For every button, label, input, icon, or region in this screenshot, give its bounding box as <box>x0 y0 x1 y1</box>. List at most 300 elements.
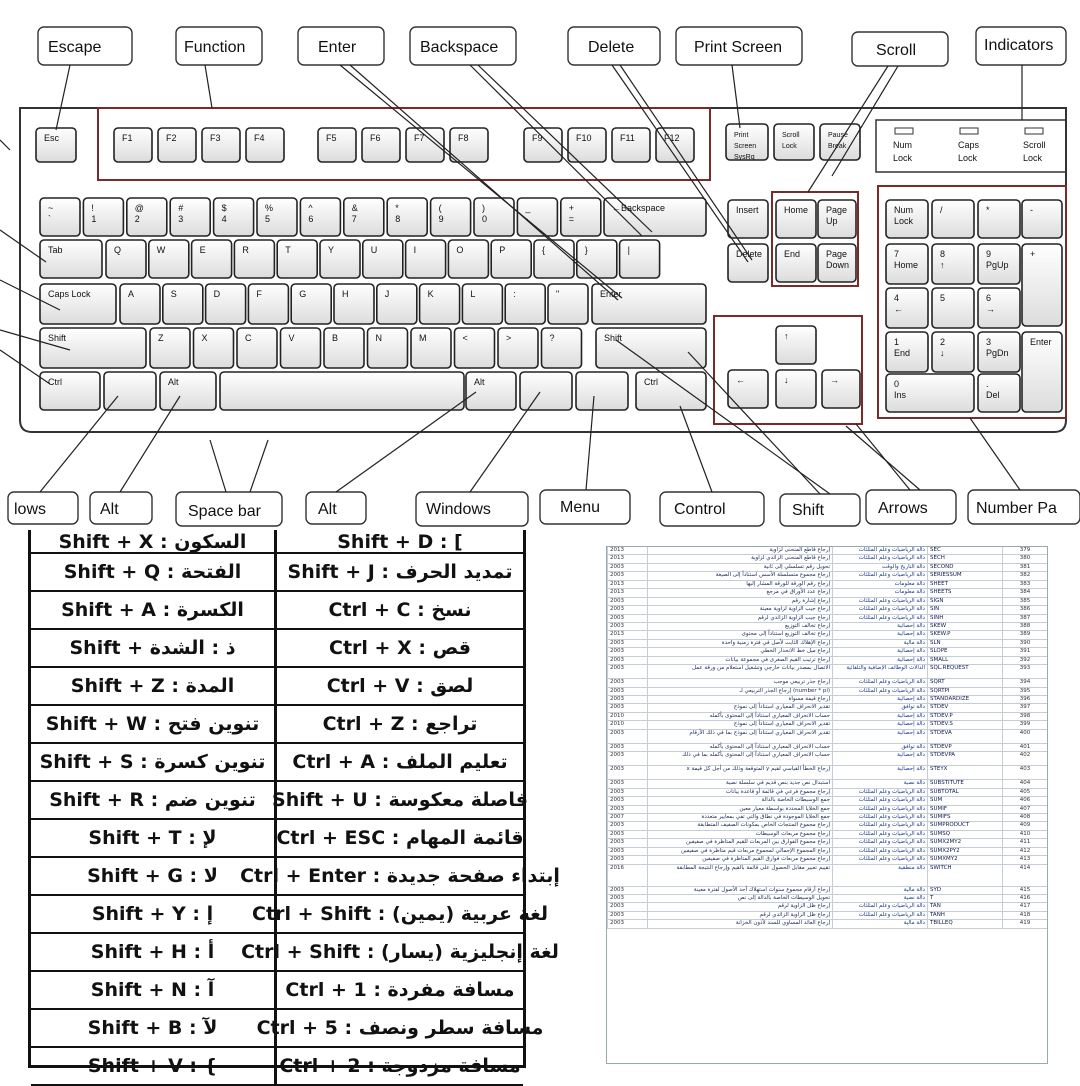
key-num-dot-label: Del <box>986 390 1000 400</box>
key-arrow-up <box>776 326 816 364</box>
key-number-10-label: 0 <box>482 214 488 224</box>
shortcut-cell-right: Ctrl + Shift : (يمين) لغة عربية <box>252 903 548 925</box>
excel-cell-desc: إرجاع أرقام مجموع سنوات استهلاك أحد الأصول لفترة معينة <box>647 887 832 894</box>
excel-cell-desc: إرجاع المجموع الإجمالي لمجموع مربعات قيم متاظرة في صفيفين <box>647 848 832 855</box>
excel-cell-fn: SINH <box>927 615 1002 622</box>
excel-cell-cat: دالة الرياضيات وعلم المثلثات <box>832 814 927 821</box>
key-caps-lock-label: Caps Lock <box>48 289 91 299</box>
key-q-row-7-label: I <box>413 245 417 255</box>
keyboard-diagram <box>0 0 1080 535</box>
excel-cell-year: 2016 <box>607 865 647 886</box>
excel-cell-fn: T <box>927 895 1002 902</box>
key-num-8-label: ↑ <box>940 260 945 270</box>
key-a-row-8-label: L <box>470 289 476 299</box>
excel-row <box>607 822 1047 830</box>
excel-row <box>607 920 1047 928</box>
key-f3 <box>202 128 240 162</box>
callout-alt-right: Alt <box>318 501 337 518</box>
num-lock-indicator-label: Num <box>893 140 913 150</box>
key-num-7-label: 7 <box>894 249 900 259</box>
excel-cell-cat: دالة الرياضيات وعلم المثلثات <box>832 555 927 562</box>
key-number-5-label: % <box>265 203 274 213</box>
excel-cell-year: 2003 <box>607 648 647 655</box>
excel-cell-desc: إرجاع مجموع فرعي في قائمة أو قاعدة بيانات <box>647 789 832 796</box>
key-num-2-label: ↓ <box>940 348 945 358</box>
excel-cell-year: 2003 <box>607 766 647 779</box>
excel-row <box>607 848 1047 856</box>
key-num-0-label: 0 <box>894 379 900 389</box>
excel-row <box>607 598 1047 606</box>
excel-cell-num: 406 <box>1002 797 1047 804</box>
excel-cell-num: 418 <box>1002 912 1047 919</box>
key-alt-left-label: Alt <box>168 377 179 387</box>
key-q-row-8-label: O <box>456 245 464 255</box>
key-number-0-label: ` <box>48 214 51 224</box>
excel-cell-cat: دالة الرياضيات وعلم المثلثات <box>832 789 927 796</box>
excel-row <box>607 806 1047 814</box>
excel-cell-fn: SUMIFS <box>927 814 1002 821</box>
excel-row <box>607 730 1047 744</box>
excel-cell-fn: SLN <box>927 640 1002 647</box>
excel-cell-desc: إرجاع مجموع المنتجات الخاص بمكونات الصفيف المتطابقة <box>647 822 832 829</box>
key-q-row-2 <box>192 240 232 278</box>
excel-cell-num: 415 <box>1002 887 1047 894</box>
excel-cell-fn: TBILLEQ <box>927 920 1002 927</box>
key-num-6 <box>978 288 1020 328</box>
key-a-row-2-label: D <box>213 289 221 299</box>
shortcut-cell-right: Shift + D : [ <box>337 531 463 553</box>
excel-cell-num: 388 <box>1002 623 1047 630</box>
key-num-1-label: 1 <box>894 337 900 347</box>
excel-cell-desc: تقييم تعبير مقابل الحصول على قائمة بالقيم وإرجاع النتيجة المطابقة <box>647 865 832 886</box>
excel-cell-cat: دالة الرياضيات وعلم المثلثات <box>832 547 927 554</box>
key-z-row-3-label: V <box>288 333 295 343</box>
key-a-row-3 <box>248 284 288 324</box>
callout-shift: Shift <box>792 502 825 519</box>
key-number-8 <box>387 198 427 236</box>
excel-cell-cat: دالة مالية <box>832 920 927 927</box>
key-insert-label: Insert <box>736 205 759 215</box>
callout-scroll: Scroll <box>876 42 917 59</box>
excel-cell-cat: دالة إحصائية <box>832 730 927 743</box>
key-q-row-3 <box>234 240 274 278</box>
key-a-row-10 <box>548 284 588 324</box>
excel-row <box>607 831 1047 839</box>
key-num-lock-label: Lock <box>894 216 914 226</box>
excel-row <box>607 721 1047 729</box>
excel-cell-desc: جمع الخلايا الموجودة في نطاق والتي تفي بمعايير متعددة <box>647 814 832 821</box>
excel-cell-num: 403 <box>1002 766 1047 779</box>
key-q-row-12 <box>620 240 660 278</box>
excel-cell-cat: دالة الرياضيات وعلم المثلثات <box>832 848 927 855</box>
key-number-12-label: + <box>568 203 575 213</box>
excel-cell-num: 385 <box>1002 598 1047 605</box>
excel-cell-year: 2003 <box>607 615 647 622</box>
excel-function-table <box>606 546 1048 1064</box>
excel-cell-cat: دالة الرياضيات وعلم المثلثات <box>832 822 927 829</box>
key-arrow-left-label: ← <box>736 375 745 385</box>
excel-cell-cat: دالة إحصائية <box>832 721 927 728</box>
key-a-row-6 <box>377 284 417 324</box>
shortcut-row <box>31 858 560 896</box>
key-z-row-2 <box>237 328 277 368</box>
excel-cell-cat: دالة توافق <box>832 744 927 751</box>
excel-cell-year: 2003 <box>607 887 647 894</box>
key-page-up-label: Up <box>826 216 838 226</box>
key-number-3 <box>170 198 210 236</box>
key-end-label: End <box>784 249 801 259</box>
key-q-row-10 <box>534 240 574 278</box>
excel-cell-fn: SEC <box>927 547 1002 554</box>
shortcut-cell-left: Shift + G : لا <box>31 858 277 894</box>
key-pause-break-label: Break <box>828 143 847 150</box>
excel-cell-num: 398 <box>1002 713 1047 720</box>
excel-cell-desc: إرجاع جيب الزاوية الزائدي لرقم <box>647 615 832 622</box>
key-num-7-label: Home <box>894 260 919 270</box>
excel-cell-year: 2003 <box>607 797 647 804</box>
key-num-0-label: Ins <box>894 390 907 400</box>
shortcut-cell-right: Ctrl + Z : تراجع <box>322 713 478 735</box>
excel-cell-desc: تقدير الانحراف المعياري استناداً إلى نموذج بما في ذلك الأرقام <box>647 730 832 743</box>
excel-cell-year: 2003 <box>607 665 647 678</box>
excel-cell-num: 396 <box>1002 696 1047 703</box>
key-num-3-label: PgDn <box>986 348 1009 358</box>
key-a-row-2 <box>206 284 246 324</box>
excel-cell-fn: SUMX2MY2 <box>927 839 1002 846</box>
key-q-row-5 <box>320 240 360 278</box>
key-number-7-label: 7 <box>351 214 357 224</box>
excel-cell-cat: دالة إحصائية <box>832 631 927 638</box>
shortcut-cell-left: Shift + B : لآ <box>31 1010 277 1046</box>
shortcut-row <box>31 554 523 592</box>
key-num-plus-label: + <box>1030 249 1036 259</box>
excel-row <box>607 665 1047 679</box>
key-menu <box>576 372 628 410</box>
excel-cell-num: 412 <box>1002 848 1047 855</box>
key-z-row-1 <box>194 328 234 368</box>
excel-cell-num: 392 <box>1002 657 1047 664</box>
key-q-row-9 <box>491 240 531 278</box>
shortcut-cell-left: Shift + T : لإ <box>31 820 277 856</box>
key-f1 <box>114 128 152 162</box>
key-arrow-right <box>822 370 860 408</box>
callout-delete: Delete <box>588 39 635 56</box>
excel-cell-num: 404 <box>1002 780 1047 787</box>
key-z-row-7-label: < <box>462 333 468 343</box>
key-number-7 <box>344 198 384 236</box>
excel-cell-fn: STDEV.S <box>927 721 1002 728</box>
excel-cell-desc: تقدير الانحراف المعياري استناداً إلى نموذج <box>647 721 832 728</box>
key-num-4-label: ← <box>894 304 903 314</box>
key-num-plus <box>1022 244 1062 326</box>
excel-row <box>607 865 1047 887</box>
key-enter-label: Enter <box>600 289 622 299</box>
key-num-multiply-label: * <box>986 205 990 215</box>
callout-number-pad: Number Pa <box>976 500 1057 517</box>
excel-cell-cat: دالة مالية <box>832 640 927 647</box>
excel-cell-num: 382 <box>1002 572 1047 579</box>
excel-cell-fn: SIN <box>927 606 1002 613</box>
key-number-4 <box>214 198 254 236</box>
caps-lock-light <box>960 128 978 134</box>
key-arrow-right-label: → <box>830 375 839 385</box>
key-num-6-label: → <box>986 304 995 314</box>
shortcut-row <box>31 706 523 744</box>
shortcut-cell-left: Shift + Z : المدة <box>31 668 277 704</box>
key-scroll-lock-label: Lock <box>782 143 797 150</box>
excel-cell-num: 413 <box>1002 856 1047 863</box>
key-shift-left-label: Shift <box>48 333 67 343</box>
shortcut-row <box>31 668 523 706</box>
excel-row <box>607 780 1047 788</box>
key-a-row-6-label: J <box>384 289 390 299</box>
excel-row <box>607 797 1047 805</box>
key-num-6-label: 6 <box>986 293 992 303</box>
key-number-8-label: * <box>395 203 399 213</box>
excel-cell-fn: SUMXMY2 <box>927 856 1002 863</box>
key-z-row-0-label: Z <box>158 333 164 343</box>
key-windows-right <box>520 372 572 410</box>
excel-cell-year: 2003 <box>607 598 647 605</box>
key-number-10-label: ) <box>482 203 485 213</box>
key-shift-right-label: Shift <box>604 333 623 343</box>
key-print-screen-label: SysRq <box>734 154 755 161</box>
excel-cell-cat: دالة إحصائية <box>832 696 927 703</box>
excel-row <box>607 688 1047 696</box>
key-q-row-11 <box>577 240 617 278</box>
excel-cell-year: 2003 <box>607 696 647 703</box>
key-z-row-2-label: C <box>245 333 252 343</box>
key-q-row-1-label: W <box>156 245 166 255</box>
key-a-row-9-label: : <box>513 289 516 299</box>
callout-print-screen: Print Screen <box>694 39 783 56</box>
excel-cell-num: 391 <box>1002 648 1047 655</box>
shortcut-cell-right: Ctrl + 5 : مسافة سطر ونصف <box>256 1017 544 1039</box>
shortcut-row <box>31 630 523 668</box>
excel-cell-cat: دالة الرياضيات وعلم المثلثات <box>832 572 927 579</box>
key-number-0-label: ~ <box>48 203 54 213</box>
shortcut-cell-right: Ctrl + 2 : مسافة مزدوجة <box>279 1055 521 1077</box>
key-number-8-label: 8 <box>395 214 401 224</box>
key-z-row-5-label: N <box>375 333 382 343</box>
key-number-4-label: $ <box>221 203 227 213</box>
key-number-6-label: ^ <box>308 203 313 213</box>
shortcut-cell-right: Ctrl + V : لصق <box>326 675 474 697</box>
excel-cell-fn: SKEW.P <box>927 631 1002 638</box>
callout-leader-lines <box>0 65 1022 494</box>
excel-cell-year: 2003 <box>607 789 647 796</box>
excel-cell-num: 409 <box>1002 822 1047 829</box>
excel-cell-year: 2003 <box>607 704 647 711</box>
shortcut-cell-left: Shift + R : تنوين ضم <box>31 782 277 818</box>
excel-row <box>607 648 1047 656</box>
excel-row <box>607 887 1047 895</box>
excel-cell-year: 2013 <box>607 581 647 588</box>
key-a-row-1 <box>163 284 203 324</box>
excel-cell-cat: دالة التاريخ والوقت <box>832 564 927 571</box>
excel-cell-fn: SWITCH <box>927 865 1002 886</box>
key-num-minus <box>1022 200 1062 238</box>
excel-cell-desc: إرجاع مجموع الفوارق بين المربعات للقيم المتاظرة في صفيفين <box>647 839 832 846</box>
key-q-row-6-label: U <box>370 245 378 255</box>
excel-cell-desc: إرجاع تخالف التوزيع <box>647 623 832 630</box>
excel-row <box>607 640 1047 648</box>
excel-row <box>607 679 1047 687</box>
excel-cell-year: 2003 <box>607 744 647 751</box>
excel-cell-cat: دالة الرياضيات وعلم المثلثات <box>832 606 927 613</box>
excel-cell-fn: STDEV <box>927 704 1002 711</box>
excel-cell-desc: إرجاع تخالف التوزيع استناداً إلى محتوى <box>647 631 832 638</box>
excel-cell-cat: الدالات الوظائف الإضافية والتلقائية <box>832 665 927 678</box>
key-arrow-down <box>776 370 816 408</box>
shortcut-row <box>31 934 559 972</box>
caps-lock-indicator-label: Caps <box>958 140 980 150</box>
excel-cell-year: 2003 <box>607 752 647 765</box>
excel-row <box>607 895 1047 903</box>
excel-cell-year: 2003 <box>607 730 647 743</box>
key-q-row-0 <box>106 240 146 278</box>
excel-cell-desc: إرجاع جيب الزاوية لزاوية معينة <box>647 606 832 613</box>
key-tab-label: Tab <box>48 245 63 255</box>
shortcut-row <box>31 592 523 630</box>
excel-cell-num: 379 <box>1002 547 1047 554</box>
key-f10-label: F10 <box>576 133 592 143</box>
callout-function: Function <box>184 39 246 56</box>
excel-cell-desc: (number * pi) إرجاع الجذر التربيعي لـ <box>647 688 832 695</box>
excel-cell-num: 390 <box>1002 640 1047 647</box>
key-z-row-8 <box>498 328 538 368</box>
key-f9 <box>524 128 562 162</box>
shortcut-cell-right: Ctrl + A : تعليم الملف <box>292 751 508 773</box>
shortcut-cell-left: Shift + N : آ <box>31 972 277 1008</box>
key-space-bar <box>220 372 464 410</box>
key-a-row-7 <box>420 284 460 324</box>
excel-cell-desc: إرجاع مجموع متسلسلة الأسس استناداً إلى الصيغة <box>647 572 832 579</box>
key-arrow-down-label: ↓ <box>784 375 789 385</box>
key-f2-label: F2 <box>166 133 177 143</box>
excel-row <box>607 547 1047 555</box>
excel-cell-desc: إرجاع ظل الزاوية الزائدي لرقم <box>647 912 832 919</box>
key-num-divide-label: / <box>940 205 943 215</box>
shortcut-cell-left: Shift + Y : إ <box>31 896 277 932</box>
excel-cell-fn: SUMX2PY2 <box>927 848 1002 855</box>
excel-cell-cat: دالة توافق <box>832 704 927 711</box>
key-z-row-3 <box>281 328 321 368</box>
shortcut-row <box>31 820 523 858</box>
shortcut-row <box>31 530 523 554</box>
excel-cell-desc: إرجاع إشارة رقم <box>647 598 832 605</box>
key-num-4 <box>886 288 928 328</box>
callout-indicators: Indicators <box>984 37 1054 54</box>
key-print-screen-label: Print <box>734 132 749 139</box>
shortcut-table <box>28 530 560 1077</box>
key-z-row-9-label: ? <box>549 333 555 343</box>
excel-cell-year: 2013 <box>607 547 647 554</box>
key-f9-label: F9 <box>532 133 543 143</box>
key-a-row-1-label: S <box>170 289 177 299</box>
key-z-row-9 <box>542 328 582 368</box>
excel-cell-num: 402 <box>1002 752 1047 765</box>
excel-row <box>607 744 1047 752</box>
key-scroll-lock-label: Scroll <box>782 132 800 139</box>
key-a-row-0-label: A <box>128 289 135 299</box>
excel-cell-desc: إرجاع ظل الزاوية لرقم <box>647 903 832 910</box>
excel-cell-desc: جمع الوسيطات الخاصة بالدالة <box>647 797 832 804</box>
excel-cell-desc: إرجاع مجموع مربعات الوسيطات <box>647 831 832 838</box>
excel-cell-cat: دالة الرياضيات وعلم المثلثات <box>832 679 927 686</box>
key-esc-label: Esc <box>44 133 60 143</box>
key-num-dot-label: . <box>986 379 989 389</box>
excel-cell-cat: دالة إحصائية <box>832 766 927 779</box>
excel-cell-num: 419 <box>1002 920 1047 927</box>
key-q-row-9-label: P <box>499 245 506 255</box>
excel-cell-year: 2003 <box>607 606 647 613</box>
shortcut-row <box>31 1048 523 1086</box>
excel-cell-desc: إرجاع قيمة مسواة <box>647 696 832 703</box>
excel-cell-fn: SQRT <box>927 679 1002 686</box>
key-arrow-up-label: ↑ <box>784 331 789 341</box>
key-home-label: Home <box>784 205 809 215</box>
excel-cell-num: 386 <box>1002 606 1047 613</box>
key-number-2 <box>127 198 167 236</box>
excel-row <box>607 903 1047 911</box>
excel-row <box>607 581 1047 589</box>
key-a-row-4-label: G <box>299 289 307 299</box>
key-a-row-7-label: K <box>427 289 434 299</box>
excel-cell-desc: إرجاع مجموع مربعات فوارق القيم المتاظرة في صفيفين <box>647 856 832 863</box>
excel-cell-desc: إرجاع رقم الورقة للورقة المشار إليها <box>647 581 832 588</box>
excel-cell-num: 417 <box>1002 903 1047 910</box>
excel-cell-fn: SERIESSUM <box>927 572 1002 579</box>
excel-cell-cat: دالة نصية <box>832 780 927 787</box>
excel-row <box>607 704 1047 712</box>
excel-cell-fn: SQL.REQUEST <box>927 665 1002 678</box>
excel-cell-year: 2003 <box>607 657 647 664</box>
callout-windows-left: lows <box>14 501 47 518</box>
shortcut-cell-left: Shift + S : تنوين كسرة <box>31 744 277 780</box>
excel-cell-desc: إرجاع جذر تربيعي موجب <box>647 679 832 686</box>
key-f4 <box>246 128 284 162</box>
callout-menu: Menu <box>560 499 601 516</box>
key-number-3-label: # <box>178 203 184 213</box>
key-scroll-lock <box>774 124 814 160</box>
excel-row <box>607 657 1047 665</box>
excel-row <box>607 631 1047 639</box>
key-f5-label: F5 <box>326 133 337 143</box>
key-z-row-4-label: B <box>332 333 339 343</box>
key-z-row-4 <box>324 328 364 368</box>
excel-cell-cat: دالة الرياضيات وعلم المثلثات <box>832 856 927 863</box>
excel-cell-num: 400 <box>1002 730 1047 743</box>
excel-cell-desc: إرجاع الإهلاك الثابت لأصل في فترة زمنية واحدة <box>647 640 832 647</box>
excel-cell-year: 2013 <box>607 589 647 596</box>
excel-cell-num: 387 <box>1002 615 1047 622</box>
excel-cell-fn: STDEVPA <box>927 752 1002 765</box>
excel-cell-year: 2003 <box>607 822 647 829</box>
excel-cell-desc: إرجاع قاطع المنحنى الزائدي لزاوية <box>647 555 832 562</box>
excel-cell-cat: دالة معلومات <box>832 589 927 596</box>
key-number-2-label: 2 <box>134 214 140 224</box>
callout-alt-left: Alt <box>100 501 119 518</box>
excel-cell-fn: STDEVP <box>927 744 1002 751</box>
excel-cell-num: 380 <box>1002 555 1047 562</box>
key-z-row-1-label: X <box>201 333 208 343</box>
key-number-11-label: _ <box>525 203 531 213</box>
excel-cell-year: 2013 <box>607 555 647 562</box>
key-q-row-5-label: Y <box>328 245 335 255</box>
excel-cell-desc: حساب الانحراف المعياري استناداً إلى المحتوى بأكمله <box>647 713 832 720</box>
excel-cell-num: 383 <box>1002 581 1047 588</box>
